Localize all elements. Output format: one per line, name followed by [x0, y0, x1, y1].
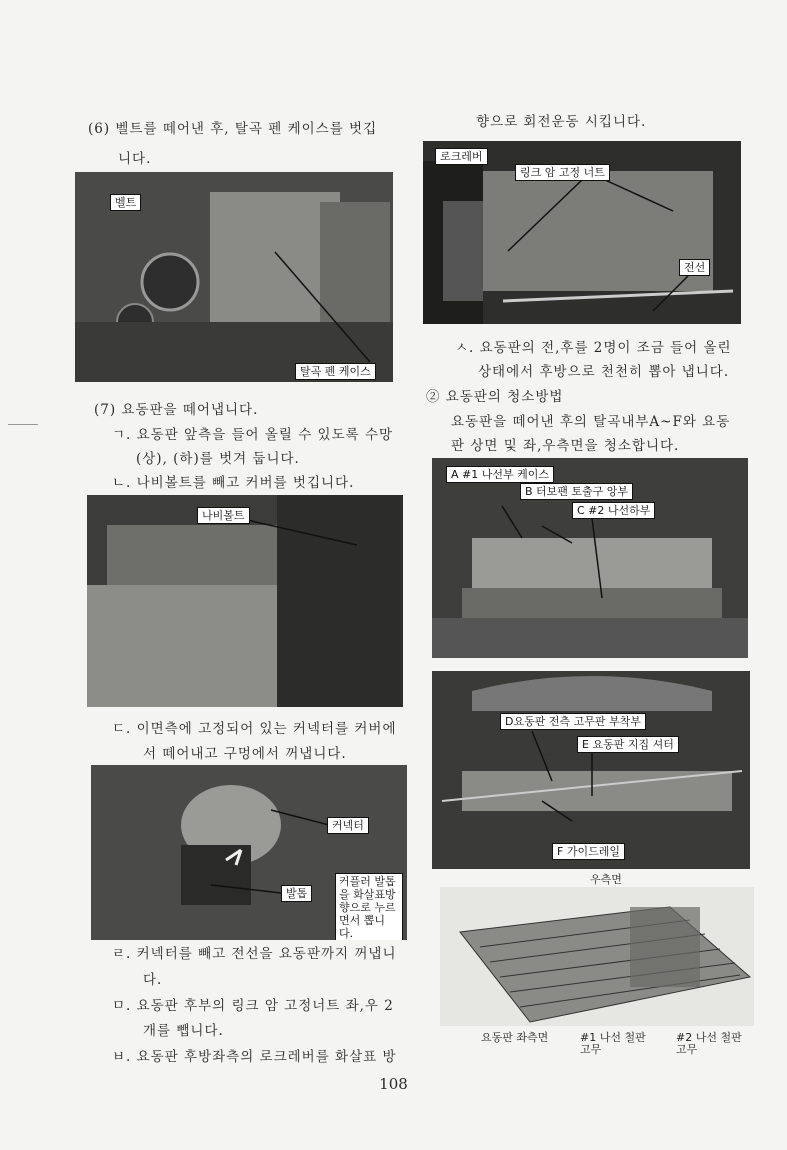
page-number: 108 — [379, 1075, 408, 1093]
photo-shaker-plate-detached — [440, 887, 754, 1026]
cleaning-line2: 판 상면 및 좌,우측면을 청소합니다. — [451, 438, 680, 454]
caption-spiral2-rubber: 고무 — [676, 1043, 698, 1056]
label-c: C #2 나선하부 — [572, 502, 655, 519]
step7-a-line2: (상), (하)를 벗겨 둡니다. — [136, 451, 300, 467]
photo-wing-bolt — [87, 495, 403, 707]
label-b: B 터보팬 토출구 앙부 — [520, 483, 633, 500]
label-connector: 커넥터 — [327, 817, 369, 834]
right-continuation: 향으로 회전운동 시킵니다. — [476, 114, 647, 130]
caption-spiral1-rubber: 고무 — [580, 1043, 602, 1056]
cleaning-title: ② 요동판의 청소방법 — [426, 389, 564, 405]
step7-d-line2: 다. — [143, 972, 163, 988]
cleaning-line1: 요동판을 떼어낸 후의 탈곡내부A~F와 요동 — [451, 414, 731, 430]
step6-line2: 니다. — [118, 151, 152, 167]
label-claw: 발톱 — [281, 885, 312, 902]
caption-right-side: 우측면 — [590, 873, 622, 886]
label-belt: 벨트 — [110, 194, 141, 211]
step7-f: ㅂ. 요동판 후방좌측의 로크레버를 화살표 방 — [112, 1049, 397, 1065]
step7-d-line1: ㄹ. 커넥터를 빼고 전선을 요동판까지 꺼냅니 — [112, 946, 397, 962]
label-e: E 요동판 지집 셔터 — [577, 736, 679, 753]
caption-spiral1-plate: #1 나선 철판 — [580, 1031, 646, 1044]
label-fan-case: 탈곡 펜 케이스 — [295, 363, 376, 380]
step7-b: ㄴ. 나비볼트를 빼고 커버를 벗깁니다. — [112, 475, 355, 491]
photo-connector — [91, 765, 407, 940]
photo-shaker-plate — [432, 671, 750, 869]
photo-belt-fan-case — [75, 172, 393, 382]
label-link-arm-nut: 링크 암 고정 너트 — [515, 164, 610, 181]
label-wing-bolt: 나비볼트 — [197, 507, 250, 524]
caption-spiral2-plate: #2 나선 철판 — [676, 1031, 742, 1044]
step7-c-line1: ㄷ. 이면측에 고정되어 있는 커넥터를 커버에 — [112, 721, 397, 737]
step7-e-line2: 개를 뺍니다. — [143, 1023, 224, 1039]
step6-line1: (6) 벨트를 떼어낸 후, 탈곡 펜 케이스를 벗깁 — [88, 121, 378, 137]
step-s-line2: 상태에서 후방으로 천천히 뽑아 냅니다. — [478, 364, 730, 380]
photo-threshing-interior — [432, 458, 748, 658]
caption-left-side: 요동판 좌측면 — [481, 1031, 549, 1044]
step7-e-line1: ㅁ. 요동판 후부의 링크 암 고정너트 좌,우 2 — [112, 998, 394, 1014]
photo-lock-lever — [423, 141, 741, 324]
label-wire: 전선 — [679, 259, 710, 276]
label-a: A #1 나선부 케이스 — [446, 466, 554, 483]
label-d: D요동판 전측 고무판 부착부 — [500, 713, 646, 730]
label-coupler-note: 커플러 발톱을 화살표방향으로 누르면서 뽑니다. — [335, 873, 403, 940]
step7: (7) 요동판을 떼어냅니다. — [94, 402, 259, 418]
label-f: F 가이드레일 — [552, 843, 625, 860]
step-s-line1: ㅅ. 요동판의 전,후를 2명이 조금 들어 올린 — [455, 340, 732, 356]
step7-c-line2: 서 떼어내고 구멍에서 꺼냅니다. — [143, 746, 347, 762]
step7-a-line1: ㄱ. 요동판 앞측을 들어 올릴 수 있도록 수망 — [112, 427, 394, 443]
margin-mark — [8, 424, 38, 425]
label-lock-lever: 로크레버 — [435, 148, 488, 165]
